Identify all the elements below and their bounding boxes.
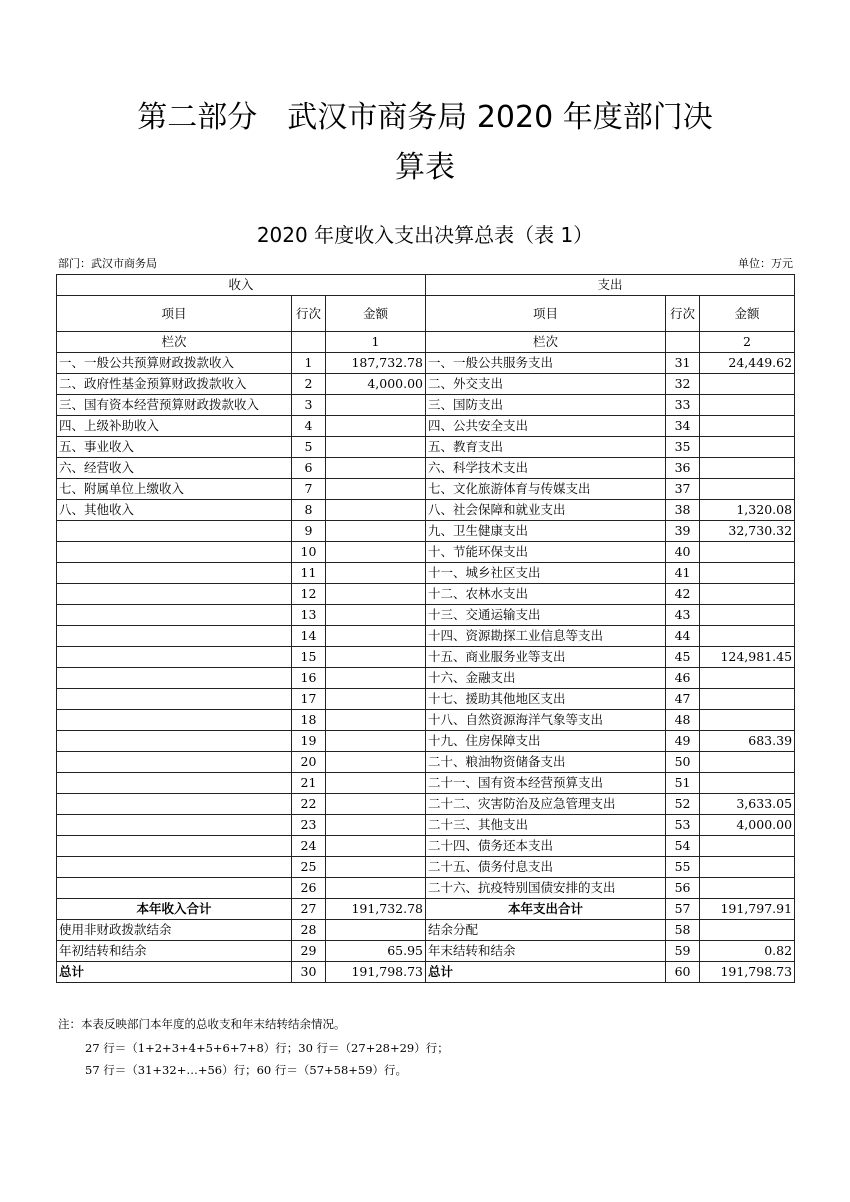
income-item-cell — [57, 773, 292, 794]
income-item-cell — [57, 626, 292, 647]
income-item-cell: 七、附属单位上缴收入 — [57, 479, 292, 500]
total-row — [57, 899, 795, 920]
expense-amount-cell — [700, 374, 795, 395]
expense-amount-cell: 32,730.32 — [700, 521, 795, 542]
expense-total-row-no: 59 — [666, 941, 700, 962]
income-amount-cell — [326, 395, 426, 416]
income-amount-cell — [326, 542, 426, 563]
income-row-no-cell: 25 — [292, 857, 326, 878]
expense-total-amount: 191,797.91 — [700, 899, 795, 920]
income-amount-cell — [326, 836, 426, 857]
expense-item-cell: 十一、城乡社区支出 — [426, 563, 666, 584]
income-row-no-cell: 3 — [292, 395, 326, 416]
income-section-header: 收入 — [57, 275, 426, 296]
note-line-2: 27 行＝（1+2+3+4+5+6+7+8）行；30 行＝（27+28+29）行； — [85, 1041, 449, 1055]
expense-total-amount — [700, 920, 795, 941]
note-line-3: 57 行＝（31+32+…+56）行；60 行＝（57+58+59）行。 — [85, 1063, 408, 1077]
expense-row-no-cell: 41 — [666, 563, 700, 584]
income-item-cell — [57, 647, 292, 668]
expense-item-cell: 四、公共安全支出 — [426, 416, 666, 437]
expense-total-row-no: 60 — [666, 962, 700, 983]
income-item-cell — [57, 542, 292, 563]
expense-column-no-blank — [666, 332, 700, 353]
table-row — [57, 521, 795, 542]
income-amount-cell — [326, 479, 426, 500]
income-item-cell: 八、其他收入 — [57, 500, 292, 521]
expense-amount-cell — [700, 752, 795, 773]
income-row-no-cell: 14 — [292, 626, 326, 647]
income-row-no-cell: 18 — [292, 710, 326, 731]
expense-amount-cell — [700, 458, 795, 479]
table-row — [57, 437, 795, 458]
expense-item-cell: 五、教育支出 — [426, 437, 666, 458]
table-row — [57, 668, 795, 689]
income-column-no-label: 栏次 — [57, 332, 292, 353]
expense-item-cell: 二、外交支出 — [426, 374, 666, 395]
expense-item-cell: 十八、自然资源海洋气象等支出 — [426, 710, 666, 731]
income-total-row-no: 29 — [292, 941, 326, 962]
income-amount-cell — [326, 437, 426, 458]
expense-row-no-cell: 54 — [666, 836, 700, 857]
income-item-cell — [57, 563, 292, 584]
expense-amount-cell — [700, 836, 795, 857]
income-item-cell — [57, 710, 292, 731]
expense-amount-cell — [700, 710, 795, 731]
income-row-no-cell: 5 — [292, 437, 326, 458]
income-row-no-cell: 12 — [292, 584, 326, 605]
income-row-no-cell: 11 — [292, 563, 326, 584]
expense-row-no-cell: 56 — [666, 878, 700, 899]
income-amount-cell — [326, 773, 426, 794]
income-item-cell — [57, 731, 292, 752]
expense-item-header: 项目 — [426, 296, 666, 332]
table-row — [57, 479, 795, 500]
expense-amount-cell: 683.39 — [700, 731, 795, 752]
expense-item-cell: 十五、商业服务业等支出 — [426, 647, 666, 668]
expense-amount-cell: 24,449.62 — [700, 353, 795, 374]
expense-row-no-cell: 36 — [666, 458, 700, 479]
unit-label: 单位：万元 — [738, 257, 793, 270]
expense-item-cell: 十二、农林水支出 — [426, 584, 666, 605]
expense-total-amount: 0.82 — [700, 941, 795, 962]
income-row-no-cell: 10 — [292, 542, 326, 563]
table-row — [57, 815, 795, 836]
income-item-cell — [57, 857, 292, 878]
expense-column-no-label: 栏次 — [426, 332, 666, 353]
income-item-cell — [57, 878, 292, 899]
expense-amount-cell — [700, 626, 795, 647]
income-row-no-cell: 9 — [292, 521, 326, 542]
expense-amount-cell — [700, 416, 795, 437]
expense-row-no-cell: 35 — [666, 437, 700, 458]
income-item-cell — [57, 521, 292, 542]
income-amount-cell — [326, 605, 426, 626]
expense-row-no-cell: 50 — [666, 752, 700, 773]
expense-item-cell: 二十四、债务还本支出 — [426, 836, 666, 857]
table-row — [57, 395, 795, 416]
expense-item-cell: 九、卫生健康支出 — [426, 521, 666, 542]
total-row — [57, 941, 795, 962]
income-amount-cell — [326, 563, 426, 584]
income-row-no-cell: 6 — [292, 458, 326, 479]
income-amount-cell — [326, 416, 426, 437]
expense-item-cell: 二十二、灾害防治及应急管理支出 — [426, 794, 666, 815]
expense-item-cell: 二十三、其他支出 — [426, 815, 666, 836]
expense-amount-cell: 1,320.08 — [700, 500, 795, 521]
expense-row-no-cell: 44 — [666, 626, 700, 647]
expense-amount-header: 金额 — [700, 296, 795, 332]
expense-row-no-cell: 37 — [666, 479, 700, 500]
expense-amount-cell — [700, 878, 795, 899]
income-item-cell: 四、上级补助收入 — [57, 416, 292, 437]
income-total-row-no: 28 — [292, 920, 326, 941]
income-row-no-cell: 24 — [292, 836, 326, 857]
income-item-cell — [57, 752, 292, 773]
income-amount-cell — [326, 731, 426, 752]
income-row-no-cell: 21 — [292, 773, 326, 794]
total-row — [57, 920, 795, 941]
expense-item-cell: 二十五、债务付息支出 — [426, 857, 666, 878]
expense-item-cell: 十、节能环保支出 — [426, 542, 666, 563]
expense-column-no: 2 — [700, 332, 795, 353]
expense-row-no-cell: 32 — [666, 374, 700, 395]
expense-item-cell: 八、社会保障和就业支出 — [426, 500, 666, 521]
expense-row-no-cell: 47 — [666, 689, 700, 710]
income-amount-cell — [326, 584, 426, 605]
page-title-line-2: 算表 — [395, 150, 455, 185]
expense-amount-cell — [700, 605, 795, 626]
table-row — [57, 374, 795, 395]
income-row-no-cell: 19 — [292, 731, 326, 752]
expense-total-label: 结余分配 — [426, 920, 666, 941]
expense-total-row-no: 57 — [666, 899, 700, 920]
table-row — [57, 710, 795, 731]
expense-amount-cell — [700, 584, 795, 605]
expense-row-no-cell: 34 — [666, 416, 700, 437]
expense-amount-cell: 3,633.05 — [700, 794, 795, 815]
income-total-amount: 191,732.78 — [326, 899, 426, 920]
expense-amount-cell — [700, 773, 795, 794]
income-item-cell: 五、事业收入 — [57, 437, 292, 458]
table-row — [57, 458, 795, 479]
table-row — [57, 878, 795, 899]
income-row-no-cell: 7 — [292, 479, 326, 500]
income-amount-cell: 187,732.78 — [326, 353, 426, 374]
expense-item-cell: 十六、金融支出 — [426, 668, 666, 689]
expense-total-label: 总计 — [426, 962, 666, 983]
income-amount-cell — [326, 521, 426, 542]
expense-amount-cell — [700, 479, 795, 500]
income-row-no-cell: 20 — [292, 752, 326, 773]
expense-item-cell: 二十六、抗疫特别国债安排的支出 — [426, 878, 666, 899]
income-item-cell — [57, 794, 292, 815]
income-amount-cell — [326, 815, 426, 836]
income-column-no: 1 — [326, 332, 426, 353]
expense-item-cell: 十三、交通运输支出 — [426, 605, 666, 626]
table-row — [57, 857, 795, 878]
expense-amount-cell — [700, 395, 795, 416]
department-label: 部门：武汉市商务局 — [58, 257, 157, 270]
income-total-row-no: 27 — [292, 899, 326, 920]
expense-amount-cell — [700, 542, 795, 563]
income-item-cell — [57, 815, 292, 836]
income-item-cell — [57, 584, 292, 605]
table-row — [57, 500, 795, 521]
expense-row-no-cell: 51 — [666, 773, 700, 794]
income-item-cell: 二、政府性基金预算财政拨款收入 — [57, 374, 292, 395]
income-amount-cell — [326, 500, 426, 521]
income-amount-cell — [326, 710, 426, 731]
income-item-cell — [57, 689, 292, 710]
expense-item-cell: 十四、资源勘探工业信息等支出 — [426, 626, 666, 647]
table-row — [57, 773, 795, 794]
expense-row-no-cell: 31 — [666, 353, 700, 374]
expense-section-header: 支出 — [426, 275, 795, 296]
income-amount-cell — [326, 878, 426, 899]
income-total-row-no: 30 — [292, 962, 326, 983]
page-title-line-1: 第二部分 武汉市商务局 2020 年度部门决 — [137, 100, 713, 135]
expense-total-label: 本年支出合计 — [426, 899, 666, 920]
table-row — [57, 647, 795, 668]
expense-item-cell: 二十一、国有资本经营预算支出 — [426, 773, 666, 794]
expense-item-cell: 一、一般公共服务支出 — [426, 353, 666, 374]
income-amount-cell — [326, 857, 426, 878]
expense-amount-cell — [700, 857, 795, 878]
income-total-label: 年初结转和结余 — [57, 941, 292, 962]
table-row — [57, 584, 795, 605]
income-amount-header: 金额 — [326, 296, 426, 332]
income-row-no-cell: 26 — [292, 878, 326, 899]
expense-item-cell: 三、国防支出 — [426, 395, 666, 416]
expense-row-no-cell: 42 — [666, 584, 700, 605]
expense-amount-cell — [700, 689, 795, 710]
income-row-no-cell: 17 — [292, 689, 326, 710]
income-total-amount: 191,798.73 — [326, 962, 426, 983]
table-row — [57, 731, 795, 752]
expense-item-cell: 十七、援助其他地区支出 — [426, 689, 666, 710]
expense-amount-cell: 124,981.45 — [700, 647, 795, 668]
expense-row-no-cell: 45 — [666, 647, 700, 668]
table-row — [57, 836, 795, 857]
expense-amount-cell — [700, 668, 795, 689]
expense-row-no-cell: 48 — [666, 710, 700, 731]
expense-row-no-cell: 39 — [666, 521, 700, 542]
table-row — [57, 542, 795, 563]
income-row-no-cell: 13 — [292, 605, 326, 626]
income-amount-cell — [326, 689, 426, 710]
income-row-no-cell: 2 — [292, 374, 326, 395]
note-line-1: 注：本表反映部门本年度的总收支和年末结转结余情况。 — [58, 1017, 346, 1031]
income-item-cell — [57, 605, 292, 626]
expense-total-row-no: 58 — [666, 920, 700, 941]
expense-row-no-header: 行次 — [666, 296, 700, 332]
income-total-label: 总计 — [57, 962, 292, 983]
income-item-cell: 六、经营收入 — [57, 458, 292, 479]
income-amount-cell — [326, 458, 426, 479]
expense-row-no-cell: 55 — [666, 857, 700, 878]
income-row-no-cell: 16 — [292, 668, 326, 689]
expense-row-no-cell: 40 — [666, 542, 700, 563]
income-row-no-cell: 23 — [292, 815, 326, 836]
expense-row-no-cell: 46 — [666, 668, 700, 689]
income-amount-cell: 4,000.00 — [326, 374, 426, 395]
income-row-no-header: 行次 — [292, 296, 326, 332]
income-total-label: 本年收入合计 — [57, 899, 292, 920]
table-row — [57, 794, 795, 815]
income-row-no-cell: 15 — [292, 647, 326, 668]
total-row — [57, 962, 795, 983]
expense-amount-cell — [700, 437, 795, 458]
income-column-no-blank — [292, 332, 326, 353]
table-row — [57, 416, 795, 437]
expense-amount-cell — [700, 563, 795, 584]
expense-row-no-cell: 33 — [666, 395, 700, 416]
income-item-cell — [57, 836, 292, 857]
expense-item-cell: 二十、粮油物资储备支出 — [426, 752, 666, 773]
income-row-no-cell: 1 — [292, 353, 326, 374]
expense-row-no-cell: 38 — [666, 500, 700, 521]
income-amount-cell — [326, 752, 426, 773]
expense-item-cell: 七、文化旅游体育与传媒支出 — [426, 479, 666, 500]
table-row — [57, 689, 795, 710]
income-item-cell — [57, 668, 292, 689]
income-amount-cell — [326, 668, 426, 689]
table-title: 2020 年度收入支出决算总表（表 1） — [256, 223, 594, 247]
income-amount-cell — [326, 647, 426, 668]
table-row — [57, 353, 795, 374]
expense-item-cell: 六、科学技术支出 — [426, 458, 666, 479]
income-row-no-cell: 4 — [292, 416, 326, 437]
expense-total-amount: 191,798.73 — [700, 962, 795, 983]
table-row — [57, 752, 795, 773]
expense-row-no-cell: 53 — [666, 815, 700, 836]
income-total-amount: 65.95 — [326, 941, 426, 962]
table-row — [57, 563, 795, 584]
income-item-cell: 三、国有资本经营预算财政拨款收入 — [57, 395, 292, 416]
expense-row-no-cell: 49 — [666, 731, 700, 752]
income-total-label: 使用非财政拨款结余 — [57, 920, 292, 941]
expense-row-no-cell: 43 — [666, 605, 700, 626]
expense-item-cell: 十九、住房保障支出 — [426, 731, 666, 752]
income-item-cell: 一、一般公共预算财政拨款收入 — [57, 353, 292, 374]
expense-amount-cell: 4,000.00 — [700, 815, 795, 836]
expense-total-label: 年末结转和结余 — [426, 941, 666, 962]
income-row-no-cell: 22 — [292, 794, 326, 815]
table-row — [57, 626, 795, 647]
income-amount-cell — [326, 626, 426, 647]
income-item-header: 项目 — [57, 296, 292, 332]
income-amount-cell — [326, 794, 426, 815]
income-row-no-cell: 8 — [292, 500, 326, 521]
income-total-amount — [326, 920, 426, 941]
income-expense-table — [56, 274, 795, 983]
expense-row-no-cell: 52 — [666, 794, 700, 815]
table-row — [57, 605, 795, 626]
